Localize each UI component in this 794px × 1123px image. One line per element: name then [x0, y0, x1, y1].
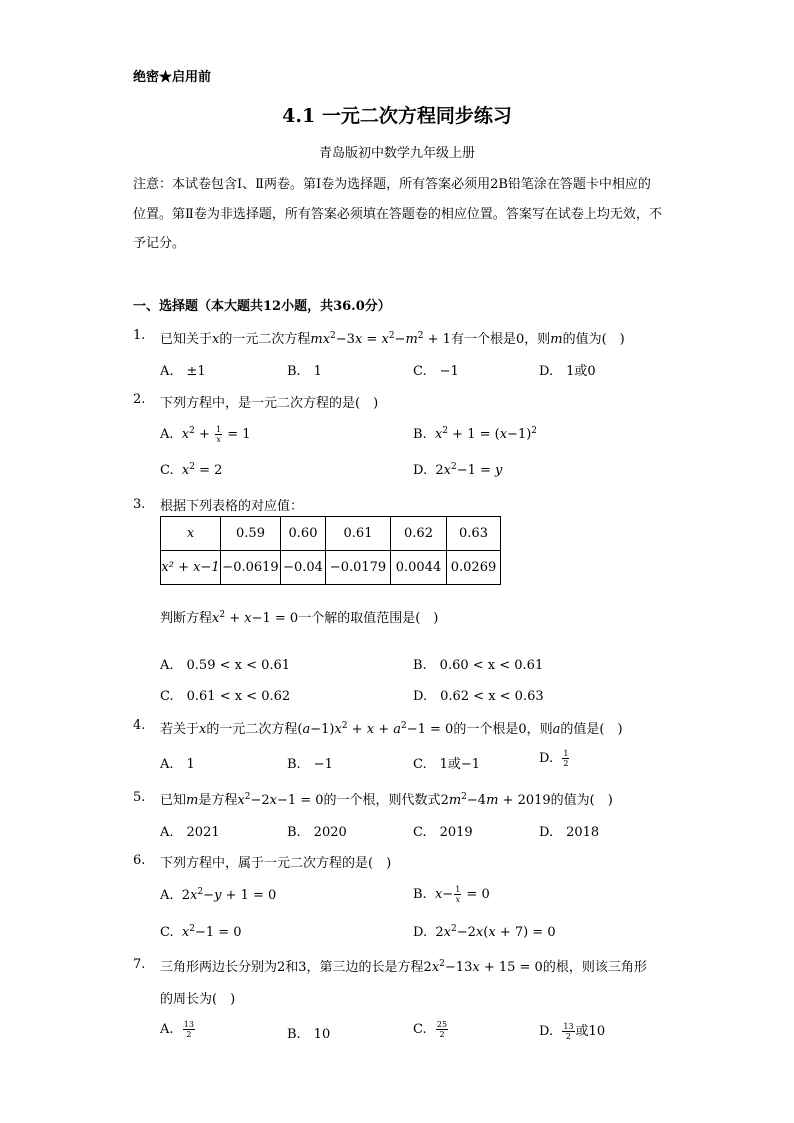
option-b[interactable]: B. $x^2 + 1 = (x-1)^2$	[413, 426, 538, 442]
table-row	[161, 551, 501, 585]
option-b[interactable]: B. 1	[287, 364, 322, 379]
option-a[interactable]: A. $x^2$ + $\frac{1}{x}$ = 1	[160, 425, 251, 444]
section-heading: 一、选择题（本大题共12小题，共36.0分）	[133, 299, 391, 314]
table-cell: 0.61	[326, 517, 391, 551]
value-table	[160, 516, 501, 585]
option-a[interactable]: A. 1	[160, 757, 195, 772]
option-a[interactable]: A. ±1	[160, 364, 206, 379]
table-cell: −0.0179	[326, 551, 391, 585]
question-number: 3.	[133, 497, 146, 512]
question-text: 三角形两边长分别为2和3，第三边的长是方程$2x^2-13x + 15 = 0$的根，则该三角形	[160, 959, 647, 975]
question-text-line2: 的周长为( )	[160, 992, 236, 1007]
question-text: 已知m是方程$x^2-2x-1 = 0$的一个根，则代数式$2m^2-4m + 2019$的值为( )	[160, 792, 613, 808]
confidential-label: 绝密★启用前	[133, 70, 212, 85]
option-d[interactable]: D. $\frac{1}{2}$	[539, 749, 569, 768]
table-cell: 0.0269	[447, 551, 501, 585]
option-c[interactable]: C. 1或−1	[413, 757, 481, 772]
question-number: 2.	[133, 392, 146, 407]
option-d[interactable]: D. 0.62 < x < 0.63	[413, 689, 544, 704]
option-c[interactable]: C. 0.61 < x < 0.62	[160, 689, 291, 704]
table-cell: −0.04	[281, 551, 326, 585]
option-d[interactable]: D. 1或0	[539, 364, 596, 379]
option-d[interactable]: D. $\frac{13}{2}$ 或10	[539, 1022, 606, 1041]
option-c[interactable]: C. 2019	[413, 825, 473, 840]
page-subtitle: 青岛版初中数学九年级上册	[318, 146, 475, 161]
option-c[interactable]: C. $x^2-1 = 0$	[160, 924, 242, 940]
option-a[interactable]: A. 0.59 < x < 0.61	[160, 658, 291, 673]
option-d[interactable]: D. $2x^2-2x(x + 7) = 0$	[413, 924, 556, 940]
question-number: 1.	[133, 328, 146, 343]
table-cell: 0.0044	[391, 551, 447, 585]
table-cell: 0.60	[281, 517, 326, 551]
table-header-x: x	[161, 517, 221, 551]
question-number: 7.	[133, 957, 146, 972]
option-a[interactable]: A. $2x^2-y + 1 = 0$	[160, 887, 277, 903]
question-text: 已知关于x的一元二次方程$mx^2-3x = x^2-m^2 + 1$有一个根是0，则m的值为( )	[160, 331, 625, 347]
option-b[interactable]: B. 2020	[287, 825, 347, 840]
question-number: 4.	[133, 718, 146, 733]
table-cell: −0.0619	[221, 551, 281, 585]
question-text: 下列方程中，属于一元二次方程的是( )	[160, 856, 392, 871]
option-b[interactable]: B. −1	[287, 757, 333, 772]
option-a[interactable]: A. $\frac{13}{2}$	[160, 1020, 194, 1039]
table-header-y: x² + x−1	[161, 551, 221, 585]
option-c[interactable]: C. $x^2 = 2$	[160, 462, 223, 478]
option-c[interactable]: C. $\frac{25}{2}$	[413, 1020, 448, 1039]
question-text: 若关于x的一元二次方程$(a-1)x^2 + x + a^2-1 = 0$的一个根是0，则a的值是( )	[160, 721, 623, 737]
option-b[interactable]: B. 10	[287, 1027, 331, 1042]
question-text: 下列方程中，是一元二次方程的是( )	[160, 396, 379, 411]
page-title: 4.1 一元二次方程同步练习	[282, 105, 512, 127]
table-cell: 0.62	[391, 517, 447, 551]
option-a[interactable]: A. 2021	[160, 825, 220, 840]
question-number: 5.	[133, 790, 146, 805]
exam-notice: 注意：本试卷包含Ⅰ、Ⅱ两卷。第Ⅰ卷为选择题，所有答案必须用2B铅笔涂在答题卡中相应的位置。第Ⅱ卷为非选择题，所有答案必须填在答题卷的相应位置。答案写在试卷上均无效，不予记分。	[133, 177, 662, 251]
question-text: 根据下列表格的对应值：	[160, 499, 304, 514]
question-number: 6.	[133, 853, 146, 868]
table-row	[161, 517, 501, 551]
table-cell: 0.63	[447, 517, 501, 551]
option-b[interactable]: B. 0.60 < x < 0.61	[413, 658, 544, 673]
table-cell: 0.59	[221, 517, 281, 551]
option-c[interactable]: C. −1	[413, 364, 459, 379]
option-b[interactable]: B. x− $\frac{1}{x}$ = 0	[413, 885, 490, 904]
option-d[interactable]: D. 2018	[539, 825, 600, 840]
question-subtext: 判断方程$x^2 + x-1 = 0$一个解的取值范围是( )	[160, 610, 439, 626]
option-d[interactable]: D. $2x^2-1 = y$	[413, 462, 503, 478]
